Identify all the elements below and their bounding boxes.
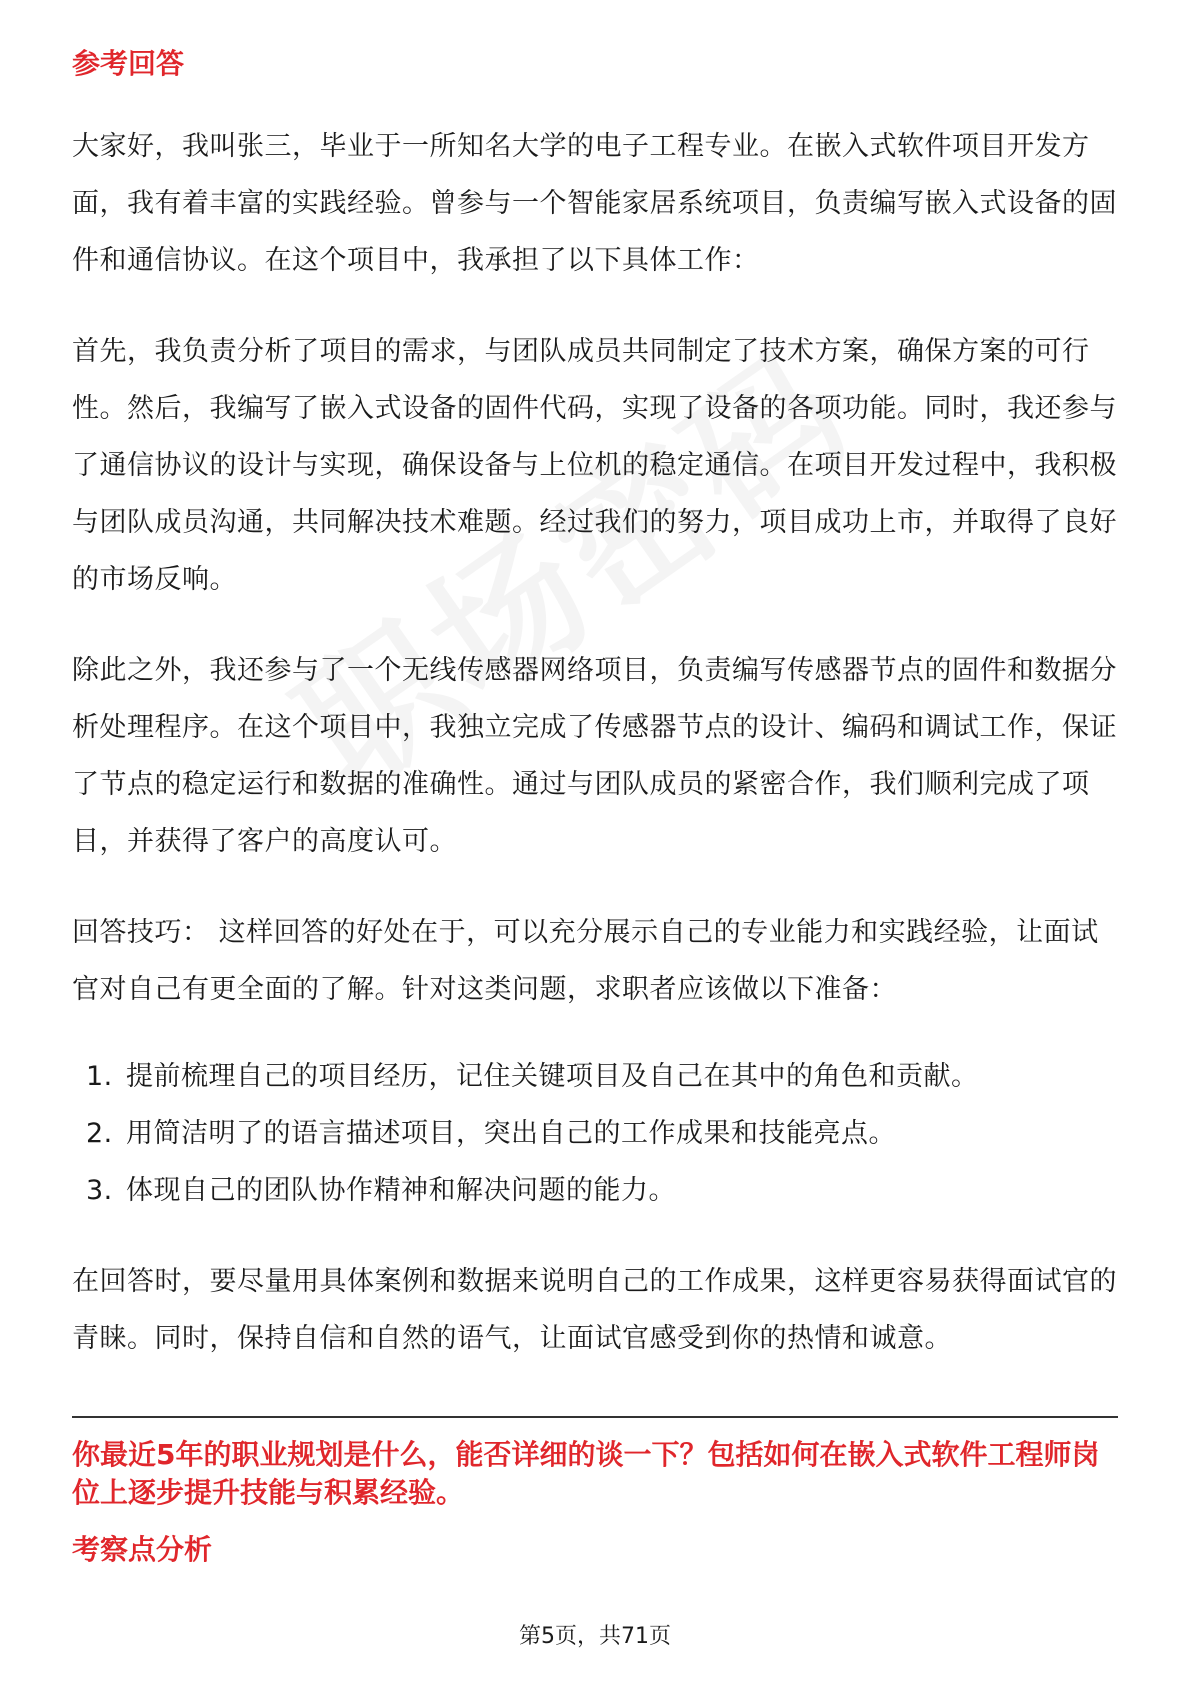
closing-paragraph: 在回答时，要尽量用具体案例和数据来说明自己的工作成果，这样更容易获得面试官的青睐。同时，保持自信和自然的语气，让面试官感受到你的热情和诚意。: [72, 1266, 1117, 1354]
list-item-text: 用简洁明了的语言描述项目，突出自己的工作成果和技能亮点。: [126, 1118, 896, 1149]
answer-paragraph-1: 大家好，我叫张三，毕业于一所知名大学的电子工程专业。在嵌入式软件项目开发方面，我有着丰富的实践经验。曾参与一个智能家居系统项目，负责编写嵌入式设备的固件和通信协议。在这个项目中，我承担了以下具体工作：: [72, 131, 1117, 276]
answer-tips-paragraph: 回答技巧： 这样回答的好处在于，可以充分展示自己的专业能力和实践经验，让面试官对自己有更全面的了解。针对这类问题，求职者应该做以下准备：: [72, 917, 1099, 1005]
next-question-heading: 你最近5年的职业规划是什么，能否详细的谈一下？包括如何在嵌入式软件工程师岗位上逐步提升技能与积累经验。: [72, 1438, 1100, 1509]
list-item: [72, 1105, 1118, 1162]
answer-paragraph-2: 首先，我负责分析了项目的需求，与团队成员共同制定了技术方案，确保方案的可行性。然后，我编写了嵌入式设备的固件代码，实现了设备的各项功能。同时，我还参与了通信协议的设计与实现，确保设备与上位机的稳定通信。在项目开发过程中，我积极与团队成员沟通，共同解决技术难题。经过我们的努力，项目成功上市，并取得了良好的市场反响。: [72, 336, 1117, 595]
list-item-number: 3.: [86, 1175, 113, 1206]
list-item-number: 2.: [86, 1118, 113, 1149]
list-item: [72, 1048, 1118, 1105]
list-item-text: 体现自己的团队协作精神和解决问题的能力。: [126, 1175, 676, 1206]
page-content: [72, 44, 1118, 1570]
page-footer: 第5页，共71页: [519, 1624, 671, 1649]
section-divider: [72, 1416, 1118, 1418]
preparation-list: [72, 1048, 1118, 1219]
answer-heading: 参考回答: [72, 47, 185, 80]
analysis-heading: 考察点分析: [72, 1533, 213, 1566]
list-item: [72, 1162, 1118, 1219]
list-item-text: 提前梳理自己的项目经历，记住关键项目及自己在其中的角色和贡献。: [126, 1061, 979, 1092]
list-item-number: 1.: [86, 1061, 113, 1092]
answer-paragraph-3: 除此之外，我还参与了一个无线传感器网络项目，负责编写传感器节点的固件和数据分析处理程序。在这个项目中，我独立完成了传感器节点的设计、编码和调试工作，保证了节点的稳定运行和数据的准确性。通过与团队成员的紧密合作，我们顺利完成了项目，并获得了客户的高度认可。: [72, 655, 1117, 857]
